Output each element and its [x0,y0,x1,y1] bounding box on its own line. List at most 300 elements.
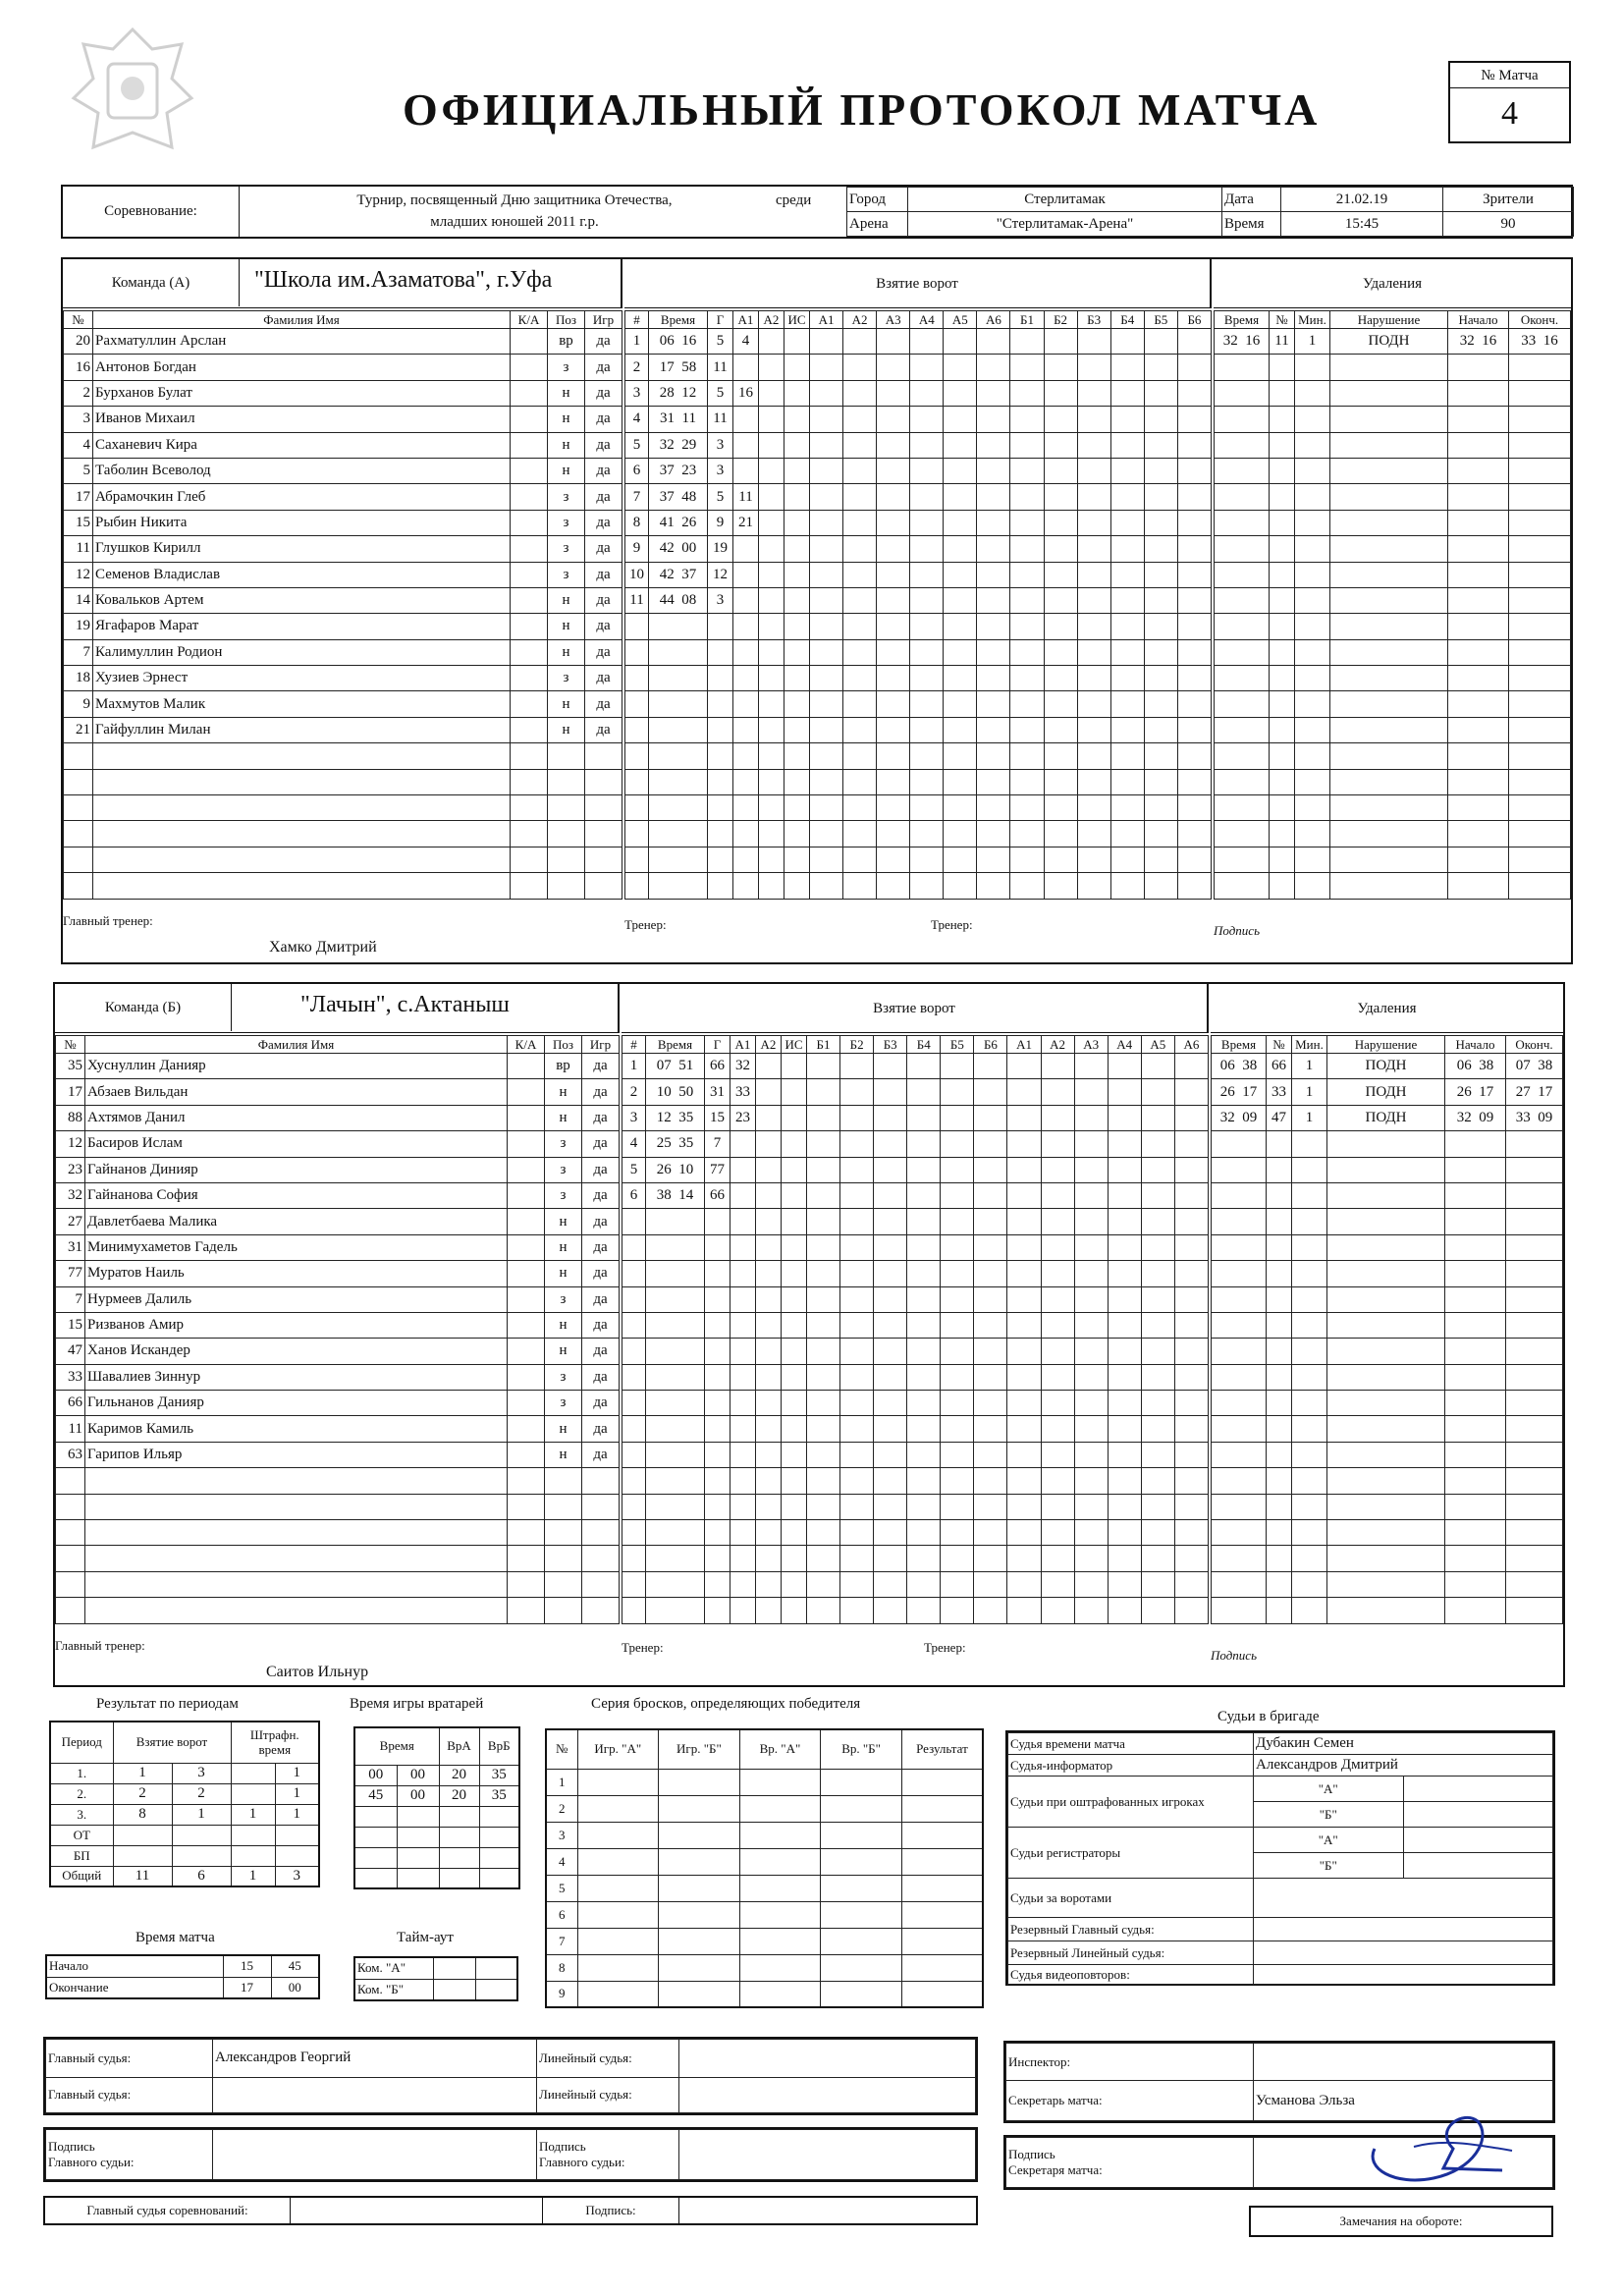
period-row [50,1783,319,1804]
strength-cell [1007,1209,1041,1234]
penalty-col: Время [1212,1036,1267,1054]
roster-row [56,1157,620,1182]
penalty-player [1267,1339,1292,1364]
strength-cell [877,536,910,562]
goal-index [622,1209,646,1234]
goal-time: 07 51 [646,1054,705,1079]
strength-cell [810,691,843,717]
player-name: Каримов Камиль [85,1416,508,1442]
timeout-a-label: Ком. "А" [354,1957,433,1979]
penalty-minutes [1292,1209,1327,1234]
penalty-violation [1327,1571,1445,1597]
strength-cell [810,769,843,794]
strength-cell [977,458,1010,483]
strength-cell [1041,1261,1074,1286]
strength-col: Б3 [1077,311,1110,329]
strength-cell [1007,1312,1041,1338]
goal-situation [784,717,810,742]
shootout-cell [659,1848,740,1875]
player-played: да [585,587,622,613]
strength-cell [1044,795,1077,821]
strength-col: Б6 [1177,311,1211,329]
player-played: да [582,1364,620,1390]
strength-cell [1144,432,1177,458]
strength-cell [1177,821,1211,847]
strength-cell [877,614,910,639]
shootout-row [546,1795,983,1822]
strength-cell [907,1416,941,1442]
penalty-time [1212,1468,1267,1494]
main-ref-signature-label-line1: Подпись [48,2139,95,2154]
strength-cell [874,1234,907,1260]
strength-cell [1074,1157,1108,1182]
goal-assist1 [730,1416,756,1442]
strength-cell [910,769,944,794]
goal-scorer [705,1546,730,1571]
roster-row [56,1598,620,1623]
penalty-time [1215,666,1270,691]
goal-row [622,1261,1209,1286]
strength-cell [1108,1416,1141,1442]
shootout-row [546,1822,983,1848]
period-pen-a: 1 [231,1804,275,1825]
goalie-ss [397,1827,439,1847]
strength-cell [974,1261,1007,1286]
goalie-a [439,1847,479,1868]
strength-cell [1177,873,1211,899]
strength-cell [1044,847,1077,872]
strength-cell [910,717,944,742]
team-a-section [61,257,1573,964]
strength-cell [907,1312,941,1338]
penalty-start [1445,1468,1506,1494]
player-position [548,769,585,794]
player-name: Ахтямов Данил [85,1105,508,1130]
strength-cell [1177,407,1211,432]
strength-cell [1074,1312,1108,1338]
penalty-time [1212,1364,1267,1390]
strength-cell [1174,1157,1208,1182]
goal-situation [782,1598,807,1623]
goal-scorer: 5 [708,329,733,355]
strength-cell [941,1339,974,1364]
strength-cell [1174,1182,1208,1208]
penalty-time: 32 09 [1212,1105,1267,1130]
goal-scorer [705,1442,730,1467]
player-number: 77 [56,1261,85,1286]
player-number [64,847,93,872]
strength-cell [941,1520,974,1546]
player-number [64,743,93,769]
goalie-row [354,1827,519,1847]
penalty-box-judges-label: Судьи при оштрафованных игроках [1008,1777,1254,1828]
strength-cell [1177,587,1211,613]
shootout-index: 4 [546,1848,577,1875]
penalty-col: Мин. [1295,311,1330,329]
player-name: Глушков Кирилл [93,536,511,562]
player-played [585,873,622,899]
goal-row [622,1234,1209,1260]
strength-cell [1110,717,1144,742]
strength-cell [1108,1182,1141,1208]
player-number: 12 [56,1131,85,1157]
penalty-violation [1327,1364,1445,1390]
strength-cell [1077,510,1110,535]
penalty-end [1509,484,1571,510]
goal-situation [782,1209,807,1234]
period-goals-a: 11 [113,1866,172,1886]
penalty-minutes [1292,1598,1327,1623]
penalty-player [1267,1416,1292,1442]
goal-assist2 [756,1182,782,1208]
strength-cell [1144,717,1177,742]
penalty-violation [1330,614,1448,639]
goalie-row [354,1847,519,1868]
shootout-cell [901,1981,983,2007]
penalty-violation [1327,1546,1445,1571]
goal-assist1 [733,821,759,847]
goal-time [649,769,708,794]
strength-cell [907,1546,941,1571]
goal-assist1 [733,743,759,769]
strength-cell [840,1442,874,1467]
penalty-violation [1327,1442,1445,1467]
period-goals-b: 6 [172,1866,231,1886]
strength-cell [1041,1079,1074,1105]
strength-cell [910,355,944,380]
strength-cell [910,691,944,717]
shootout-row [546,1928,983,1954]
strength-cell [1110,432,1144,458]
strength-cell [1110,536,1144,562]
goal-assist1 [730,1209,756,1234]
penalty-violation [1330,484,1448,510]
strength-cell [1110,329,1144,355]
goal-assist2 [759,587,784,613]
goal-index [625,873,649,899]
strength-cell [1077,769,1110,794]
team-a-penalties-table [1214,310,1571,900]
strength-cell [840,1546,874,1571]
secretary-signature-label [1006,2138,1254,2188]
penalty-end: 07 38 [1506,1054,1563,1079]
team-b-penalties-header: Удаления [1211,984,1563,1033]
strength-cell [1077,432,1110,458]
strength-cell [843,614,877,639]
strength-cell [941,1234,974,1260]
goal-situation [784,821,810,847]
strength-cell [1041,1157,1074,1182]
goal-row [622,1105,1209,1130]
penalty-player [1270,639,1295,665]
strength-cell [1110,484,1144,510]
strength-cell [1074,1209,1108,1234]
goal-situation [784,407,810,432]
penalty-end: 33 16 [1509,329,1571,355]
penalty-start [1448,873,1509,899]
player-name: Гайнанова София [85,1182,508,1208]
strength-cell [1010,432,1044,458]
penalty-row [1215,873,1571,899]
penalty-violation [1327,1520,1445,1546]
player-number: 63 [56,1442,85,1467]
strength-cell [1144,484,1177,510]
strength-col: Б1 [807,1036,840,1054]
penalty-player [1270,536,1295,562]
goal-time [646,1442,705,1467]
player-captain [508,1312,545,1338]
informer-label: Судья-информатор [1008,1755,1254,1777]
goal-assist2 [759,355,784,380]
penalty-minutes [1295,769,1330,794]
goals-col: А1 [733,311,759,329]
penalty-minutes [1292,1494,1327,1519]
team-b-label: Команда (Б) [55,984,232,1031]
player-name: Калимуллин Родион [93,639,511,665]
goal-index [625,666,649,691]
secretary-label: Секретарь матча: [1006,2081,1254,2121]
penalty-time [1215,562,1270,587]
strength-cell [974,1339,1007,1364]
strength-cell [910,510,944,535]
strength-cell [874,1182,907,1208]
strength-cell [1144,458,1177,483]
strength-cell [843,587,877,613]
penalty-start [1448,821,1509,847]
roster-row [64,666,622,691]
registrars-a: "А" [1254,1828,1404,1853]
goal-time: 44 08 [649,587,708,613]
goal-row [622,1209,1209,1234]
goal-assist2 [756,1364,782,1390]
player-number: 16 [64,355,93,380]
shootout-row [546,1954,983,1981]
player-position: н [548,639,585,665]
player-played: да [582,1339,620,1364]
penalty-player [1270,795,1295,821]
page-title: ОФИЦИАЛЬНЫЙ ПРОТОКОЛ МАТЧА [403,84,1321,135]
goalie-a [439,1806,479,1827]
strength-cell [1007,1546,1041,1571]
period-label: 3. [50,1804,113,1825]
penalty-col: Начало [1445,1036,1506,1054]
goal-row [625,821,1212,847]
goal-index: 10 [625,562,649,587]
goal-time [646,1598,705,1623]
strength-cell [1041,1391,1074,1416]
goal-assist2 [759,380,784,406]
strength-cell [840,1234,874,1260]
strength-cell [944,484,977,510]
penalty-minutes [1292,1261,1327,1286]
goalies-table [353,1726,520,1889]
shootout-cell [739,1795,821,1822]
strength-cell [1044,510,1077,535]
strength-cell [810,432,843,458]
goal-assist2 [759,795,784,821]
strength-cell [910,329,944,355]
goal-assist2 [756,1079,782,1105]
strength-cell [810,795,843,821]
strength-cell [1110,666,1144,691]
goal-scorer [705,1261,730,1286]
goal-time: 42 37 [649,562,708,587]
strength-cell [977,432,1010,458]
roster-row [56,1105,620,1130]
player-played [585,769,622,794]
strength-cell [941,1054,974,1079]
goal-situation [782,1391,807,1416]
player-name: Абзаев Вильдан [85,1079,508,1105]
goal-situation [782,1468,807,1494]
strength-cell [1141,1598,1174,1623]
roster-row [64,407,622,432]
goal-situation [784,587,810,613]
strength-cell [840,1468,874,1494]
strength-cell [941,1157,974,1182]
roster-row [64,510,622,535]
penalty-minutes [1292,1286,1327,1312]
strength-cell [910,821,944,847]
goal-situation [782,1286,807,1312]
strength-cell [974,1442,1007,1467]
goal-time: 17 58 [649,355,708,380]
goal-assist2 [759,847,784,872]
strength-cell [807,1157,840,1182]
goal-assist1 [730,1391,756,1416]
team-a-name: "Школа им.Азаматова", г.Уфа [254,267,553,293]
strength-cell [1010,691,1044,717]
goal-scorer [705,1234,730,1260]
penalty-player [1270,407,1295,432]
strength-cell [974,1546,1007,1571]
player-name [85,1571,508,1597]
roster-row [56,1546,620,1571]
penalty-violation [1327,1286,1445,1312]
goal-index: 3 [622,1105,646,1130]
strength-cell [1141,1286,1174,1312]
goal-time [649,691,708,717]
penalty-player [1267,1234,1292,1260]
penalty-player [1267,1442,1292,1467]
player-position [548,795,585,821]
goal-index [622,1442,646,1467]
strength-cell [874,1339,907,1364]
player-number: 14 [64,587,93,613]
roster-row [64,691,622,717]
goal-assist2 [759,329,784,355]
strength-cell [977,795,1010,821]
penalty-end [1506,1182,1563,1208]
goalie-mm [354,1827,397,1847]
goal-assist2 [756,1520,782,1546]
goalie-a [439,1827,479,1847]
strength-cell [1077,562,1110,587]
strength-cell [1044,407,1077,432]
goal-situation [782,1494,807,1519]
strength-cell [1108,1468,1141,1494]
strength-cell [1144,743,1177,769]
goal-assist2 [759,743,784,769]
goal-row [625,847,1212,872]
shootout-cell [739,1848,821,1875]
arena: "Стерлитамак-Арена" [908,212,1222,237]
strength-cell [874,1598,907,1623]
goal-index: 4 [625,407,649,432]
penalty-violation [1330,795,1448,821]
player-played [585,821,622,847]
shootout-cell [901,1769,983,1795]
shootout-cell [577,1848,659,1875]
player-position: н [548,691,585,717]
penalty-row [1212,1416,1563,1442]
strength-cell [944,795,977,821]
strength-col: Б6 [974,1036,1007,1054]
strength-cell [877,355,910,380]
strength-col: Б3 [874,1036,907,1054]
period-pen-a [231,1825,275,1845]
goal-time: 28 12 [649,380,708,406]
player-captain [508,1286,545,1312]
penalty-time [1215,717,1270,742]
strength-cell [1144,666,1177,691]
strength-cell [910,847,944,872]
strength-cell [974,1209,1007,1234]
goals-col: Время [646,1036,705,1054]
goal-scorer [705,1286,730,1312]
penalty-end [1509,355,1571,380]
goal-index: 6 [622,1182,646,1208]
shootout-cell [659,1954,740,1981]
registrars-label: Судьи регистраторы [1008,1828,1254,1879]
goal-index [622,1546,646,1571]
team-b-goals-header: Взятие ворот [622,984,1209,1033]
strength-cell [1007,1339,1041,1364]
strength-cell [907,1520,941,1546]
strength-cell [1177,484,1211,510]
player-played: да [585,458,622,483]
strength-cell [1177,795,1211,821]
goal-assist2 [756,1157,782,1182]
goal-scorer: 9 [708,510,733,535]
goal-row [625,562,1212,587]
strength-cell [1141,1494,1174,1519]
player-name [93,743,511,769]
penalty-violation [1330,691,1448,717]
player-captain [508,1054,545,1079]
strength-cell [840,1494,874,1519]
goal-time [646,1312,705,1338]
period-goals-a [113,1825,172,1845]
goal-scorer [708,769,733,794]
goal-scorer: 7 [705,1131,730,1157]
roster-row [56,1416,620,1442]
goal-assist2 [759,536,784,562]
strength-cell [843,380,877,406]
strength-cell [974,1131,1007,1157]
secretary-signature-label-line2: Секретаря матча: [1008,2162,1103,2177]
penalty-violation [1330,639,1448,665]
goal-situation [782,1234,807,1260]
player-number: 15 [56,1312,85,1338]
goal-situation [784,873,810,899]
strength-cell [840,1391,874,1416]
secretary: Усманова Эльза [1254,2081,1553,2121]
penalty-start [1445,1598,1506,1623]
timeout-title: Тайм-аут [397,1930,454,1945]
strength-cell [807,1312,840,1338]
goal-assist2 [756,1339,782,1364]
